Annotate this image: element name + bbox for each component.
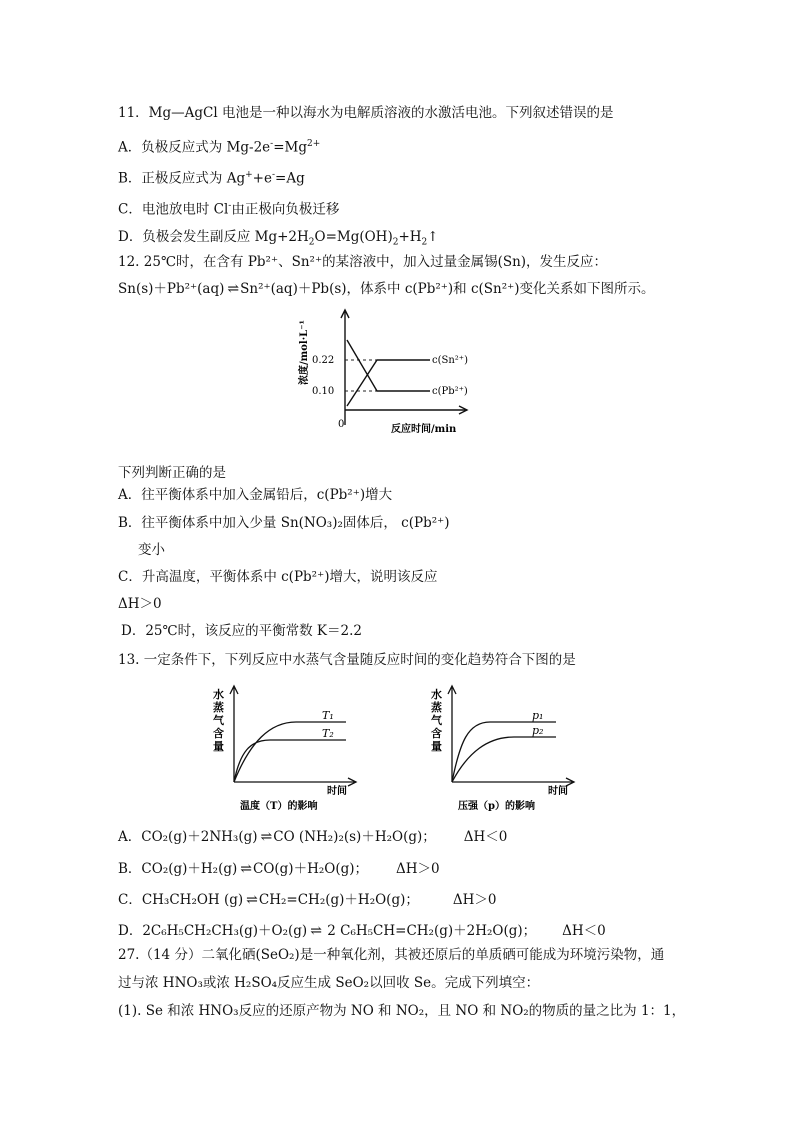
equilibrium-arrow-icon: ⇌	[260, 829, 271, 845]
y-axis-label: 水蒸气含量	[431, 688, 442, 753]
q11-option-b: B．正极反应式为 Ag++e-=Ag	[118, 170, 305, 187]
q12-reaction: Sn(s)＋Pb²⁺(aq) ⇌ Sn²⁺(aq)＋Pb(s)，体系中 c(Pb²⁺)和 c(Sn²⁺)变化关系如下图所示。	[118, 281, 655, 297]
series-p2	[452, 737, 556, 782]
q27-line-2: 过与浓 HNO₃或浓 H₂SO₄反应生成 SeO₂以回收 Se。完成下列填空：	[118, 975, 540, 991]
q13-stem: 13. 一定条件下，下列反应中水蒸气含量随反应时间的变化趋势符合下图的是	[118, 652, 576, 668]
q13-option-b: B．CO₂(g)＋H₂(g) ⇌ CO(g)＋H₂O(g)； ΔH＞0	[118, 861, 440, 877]
legend-pb2: c(Pb²⁺)	[432, 386, 468, 397]
q12-option-b: B．往平衡体系中加入少量 Sn(NO₃)₂固体后， c(Pb²⁺)	[118, 515, 450, 531]
q12-option-d: D．25℃时，该反应的平衡常数 K＝2.2	[121, 623, 362, 639]
equilibrium-arrow-icon: ⇌	[246, 892, 256, 908]
chart-caption: 温度（T）的影响	[240, 801, 318, 812]
q12-option-c-cont: ΔH＞0	[118, 596, 162, 612]
q13-option-d: D．2C₆H₅CH₂CH₃(g)＋O₂(g) ⇌ 2 C₆H₅CH=CH₂(g)＋2H₂O(g)； ΔH＜0	[118, 923, 606, 939]
q11-stem: 11．Mg—AgCl 电池是一种以海水为电解质溶液的水激活电池。下列叙述错误的是	[118, 105, 614, 121]
q27-line-1: 27.（14 分）二氧化硒(SeO₂)是一种氧化剂，其被还原后的单质硒可能成为环境污染物，通	[118, 947, 665, 963]
q13-option-a: A．CO₂(g)＋2NH₃(g) ⇌ CO (NH₂)₂(s)＋H₂O(g)； ΔH＜0	[118, 829, 508, 845]
series-t2	[234, 740, 346, 782]
legend-t2: T₂	[322, 727, 334, 740]
q12-judge: 下列判断正确的是	[118, 465, 226, 481]
series-sn2	[347, 360, 430, 406]
temperature-effect-chart	[210, 682, 370, 812]
legend-t1: T₁	[322, 709, 334, 722]
q12-option-c: C．升高温度，平衡体系中 c(Pb²⁺)增大，说明该反应	[118, 569, 438, 585]
legend-p2: p₂	[532, 724, 544, 737]
q11-option-a: A．负极反应式为 $Mg-2e^-=Mg^{2+}$	[118, 139, 321, 156]
y-axis-label: 浓度/mol·L⁻¹	[299, 320, 310, 385]
q12-stem: 12. 25℃时，在含有 Pb²⁺、Sn²⁺的某溶液中，加入过量金属锡(Sn)，发生反应：	[118, 254, 608, 270]
q12-option-b-cont: 变小	[138, 542, 165, 558]
q11-option-c: C．电池放电时 Cl-由正极向负极迁移	[118, 201, 340, 218]
series-pb2	[347, 340, 430, 391]
q11-option-d: D．负极会发生副反应 $Mg+2H_2O=Mg(OH)_2+H_2↑$	[118, 229, 439, 248]
y-axis-label: 水蒸气含量	[213, 688, 224, 753]
legend-p1: p₁	[532, 709, 544, 722]
q27-line-3: (1). Se 和浓 HNO₃反应的还原产物为 NO 和 NO₂，且 NO 和 NO₂的物质的量之比为 1：1，	[118, 1003, 686, 1019]
x-axis-label: 时间	[548, 786, 568, 797]
concentration-time-chart	[295, 305, 485, 440]
q13-option-c: C．CH₃CH₂OH (g) ⇌ CH₂=CH₂(g)＋H₂O(g)； ΔH＞0	[118, 892, 497, 908]
equilibrium-arrow-icon: ⇌	[310, 923, 320, 939]
origin-label: 0	[338, 419, 345, 430]
q12-option-a: A．往平衡体系中加入金属铅后，c(Pb²⁺)增大	[118, 487, 393, 503]
x-axis-label: 时间	[327, 786, 347, 797]
legend-sn2: c(Sn²⁺)	[432, 355, 468, 366]
x-axis-label: 反应时间/min	[391, 424, 457, 435]
tick-label-010: 0.10	[312, 386, 335, 397]
chart-caption: 压强（p）的影响	[458, 801, 535, 812]
equilibrium-arrow-icon: ⇌	[227, 281, 238, 297]
pressure-effect-chart	[428, 682, 588, 812]
equilibrium-arrow-icon: ⇌	[240, 861, 250, 877]
tick-label-022: 0.22	[312, 355, 335, 366]
